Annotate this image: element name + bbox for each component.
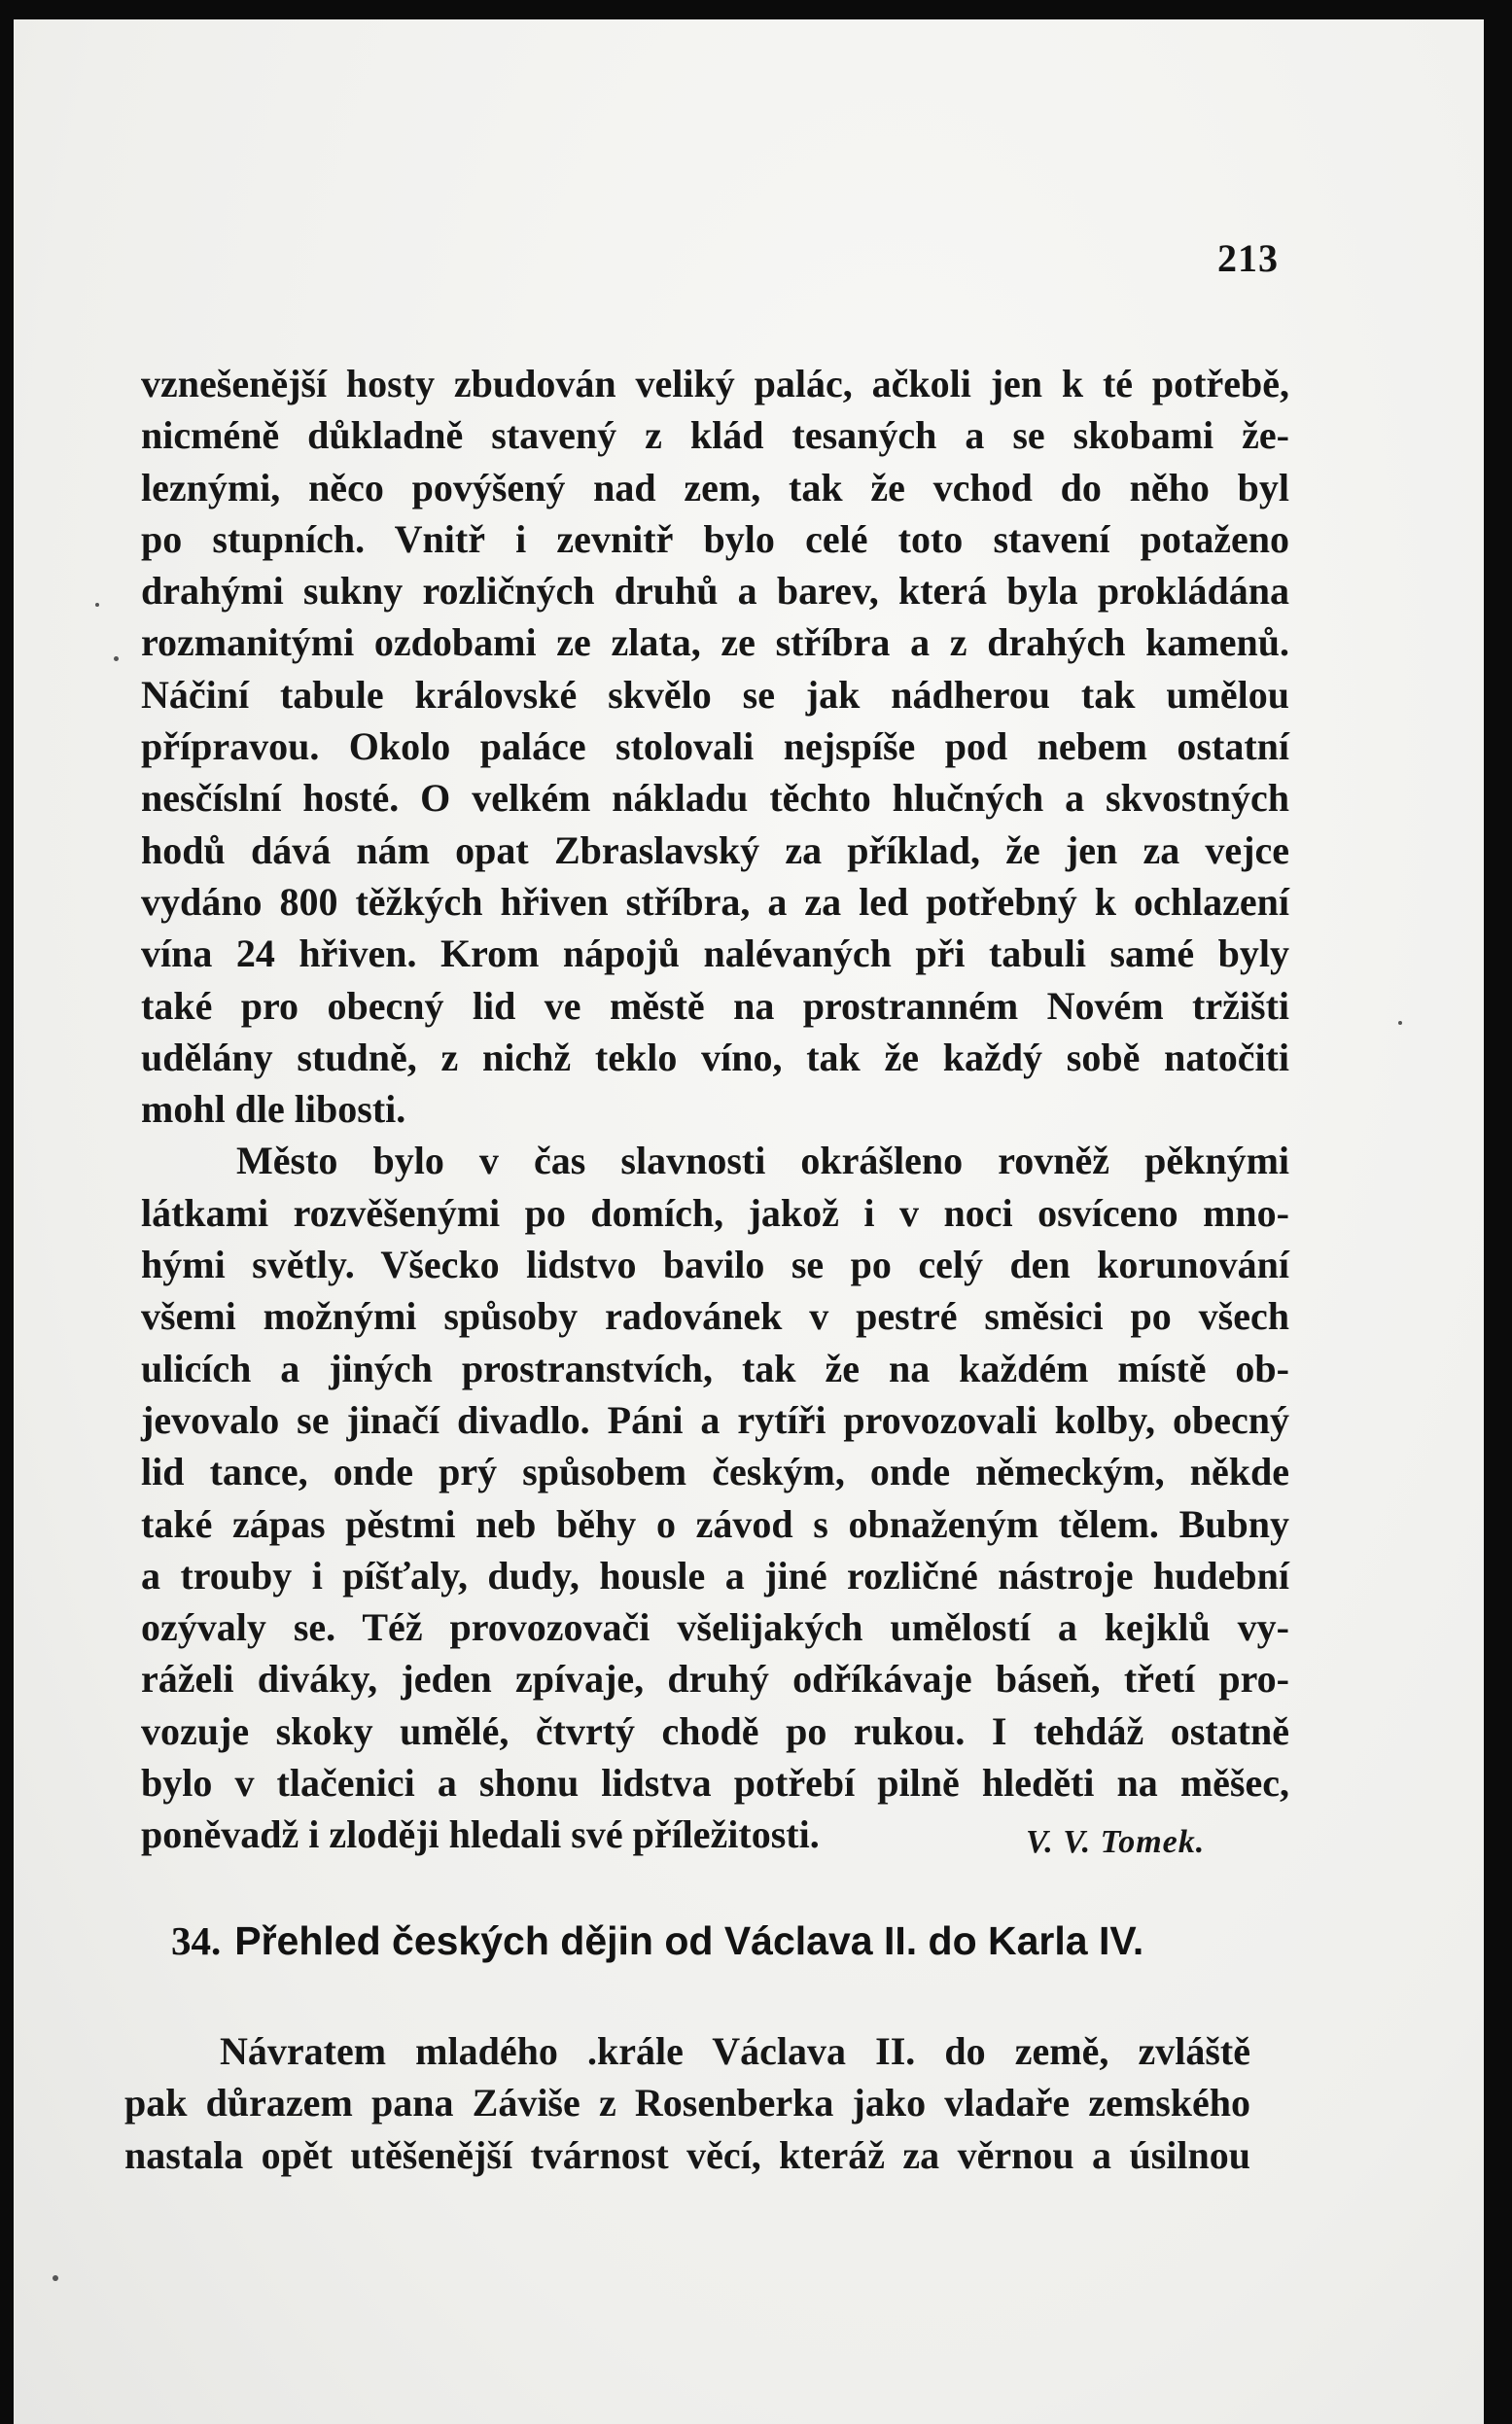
print-speck: [114, 656, 119, 661]
text-line: vznešenější hosty zbudován veliký palác, ačkoli jen k té potřebě,: [141, 362, 1289, 405]
text-line: vydáno 800 těžkých hřiven stříbra, a za led potřebný k ochlazení: [141, 879, 1289, 924]
text-line: vozuje skoky umělé, čtvrtý chodě po rukou. I tehdáž ostatně: [141, 1708, 1289, 1753]
text-line: lid tance, onde prý spůsobem českým, onde německým, někde: [141, 1450, 1289, 1494]
print-speck: [1398, 1021, 1402, 1025]
text-line: Návratem mladého .krále Václava II. do země, zvláště: [220, 2029, 1250, 2073]
print-speck: [53, 2275, 58, 2281]
print-speck: [95, 603, 99, 607]
text-line: všemi možnými spůsoby radovánek v pestré směsici po všech: [141, 1294, 1289, 1339]
text-line: hodů dává nám opat Zbraslavský za příklad, že jen za vejce: [141, 827, 1289, 872]
text-line: poněvadž i zloději hledali své příležitosti.: [141, 1812, 820, 1857]
section-heading: [171, 1917, 1143, 1964]
body-text-lower: [124, 2025, 1250, 2181]
text-line: leznými, něco povýšený nad zem, tak že vchod do něho byl: [141, 465, 1289, 509]
text-line: také zápas pěstmi neb běhy o závod s obnaženým tělem. Bubny: [141, 1501, 1289, 1546]
text-line: ráželi diváky, jeden zpívaje, druhý odříkávaje báseň, třetí pro-: [141, 1657, 1289, 1702]
section-number: 34.: [171, 1918, 222, 1963]
text-line: nicméně důkladně stavený z klád tesaných a se skobami že-: [141, 413, 1289, 458]
text-line: hými světly. Všecko lidstvo bavilo se po celý den korunování: [141, 1243, 1289, 1287]
text-line: ozývaly se. Též provozovači všelijakých umělostí a kejklů vy-: [141, 1605, 1289, 1650]
text-line: rozmanitými ozdobami ze zlata, ze stříbra a z drahých kamenů.: [141, 620, 1289, 665]
text-line: ulicích a jiných prostranstvích, tak že na každém místě ob-: [141, 1346, 1289, 1390]
body-text-upper: [141, 358, 1289, 1861]
text-line: nastala opět utěšenější tvárnost věcí, kteráž za věrnou a úsilnou: [124, 2132, 1250, 2177]
text-line: vína 24 hřiven. Krom nápojů nalévaných při tabuli samé byly: [141, 931, 1289, 976]
text-line: mohl dle libosti.: [141, 1087, 406, 1132]
book-page: [14, 19, 1484, 2424]
section-title: Přehled českých dějin od Václava II. do Karla IV.: [234, 1918, 1144, 1963]
author-signature: V. V. Tomek.: [1026, 1824, 1206, 1861]
text-line: drahými sukny rozličných druhů a barev, která byla prokládána: [141, 569, 1289, 614]
text-line: Náčiní tabule královské skvělo se jak nádherou tak umělou: [141, 672, 1289, 717]
text-line: Město bylo v čas slavnosti okrášleno rovněž pěknými: [236, 1139, 1289, 1183]
text-line: udělány studně, z nichž teklo víno, tak že každý sobě natočiti: [141, 1035, 1289, 1079]
closing-line-row: [141, 1809, 1289, 1860]
text-line: také pro obecný lid ve městě na prostranném Novém tržišti: [141, 983, 1289, 1028]
text-line: látkami rozvěšenými po domích, jakož i v noci osvíceno mno-: [141, 1190, 1289, 1235]
text-line: bylo v tlačenici a shonu lidstva potřebí pilně hleděti na měšec,: [141, 1761, 1289, 1806]
page-number: 213: [1217, 236, 1279, 280]
text-line: jevovalo se jinačí divadlo. Páni a rytíři provozovali kolby, obecný: [141, 1397, 1289, 1442]
text-line: přípravou. Okolo paláce stolovali nejspíše pod nebem ostatní: [141, 724, 1289, 769]
text-line: po stupních. Vnitř i zevnitř bylo celé toto stavení potaženo: [141, 516, 1289, 561]
text-line: nesčíslní hosté. O velkém nákladu těchto hlučných a skvostných: [141, 776, 1289, 821]
text-line: a trouby i píšťaly, dudy, housle a jiné rozličné nástroje hudební: [141, 1553, 1289, 1598]
text-line: pak důrazem pana Záviše z Rosenberka jako vladaře zemského: [124, 2081, 1250, 2125]
